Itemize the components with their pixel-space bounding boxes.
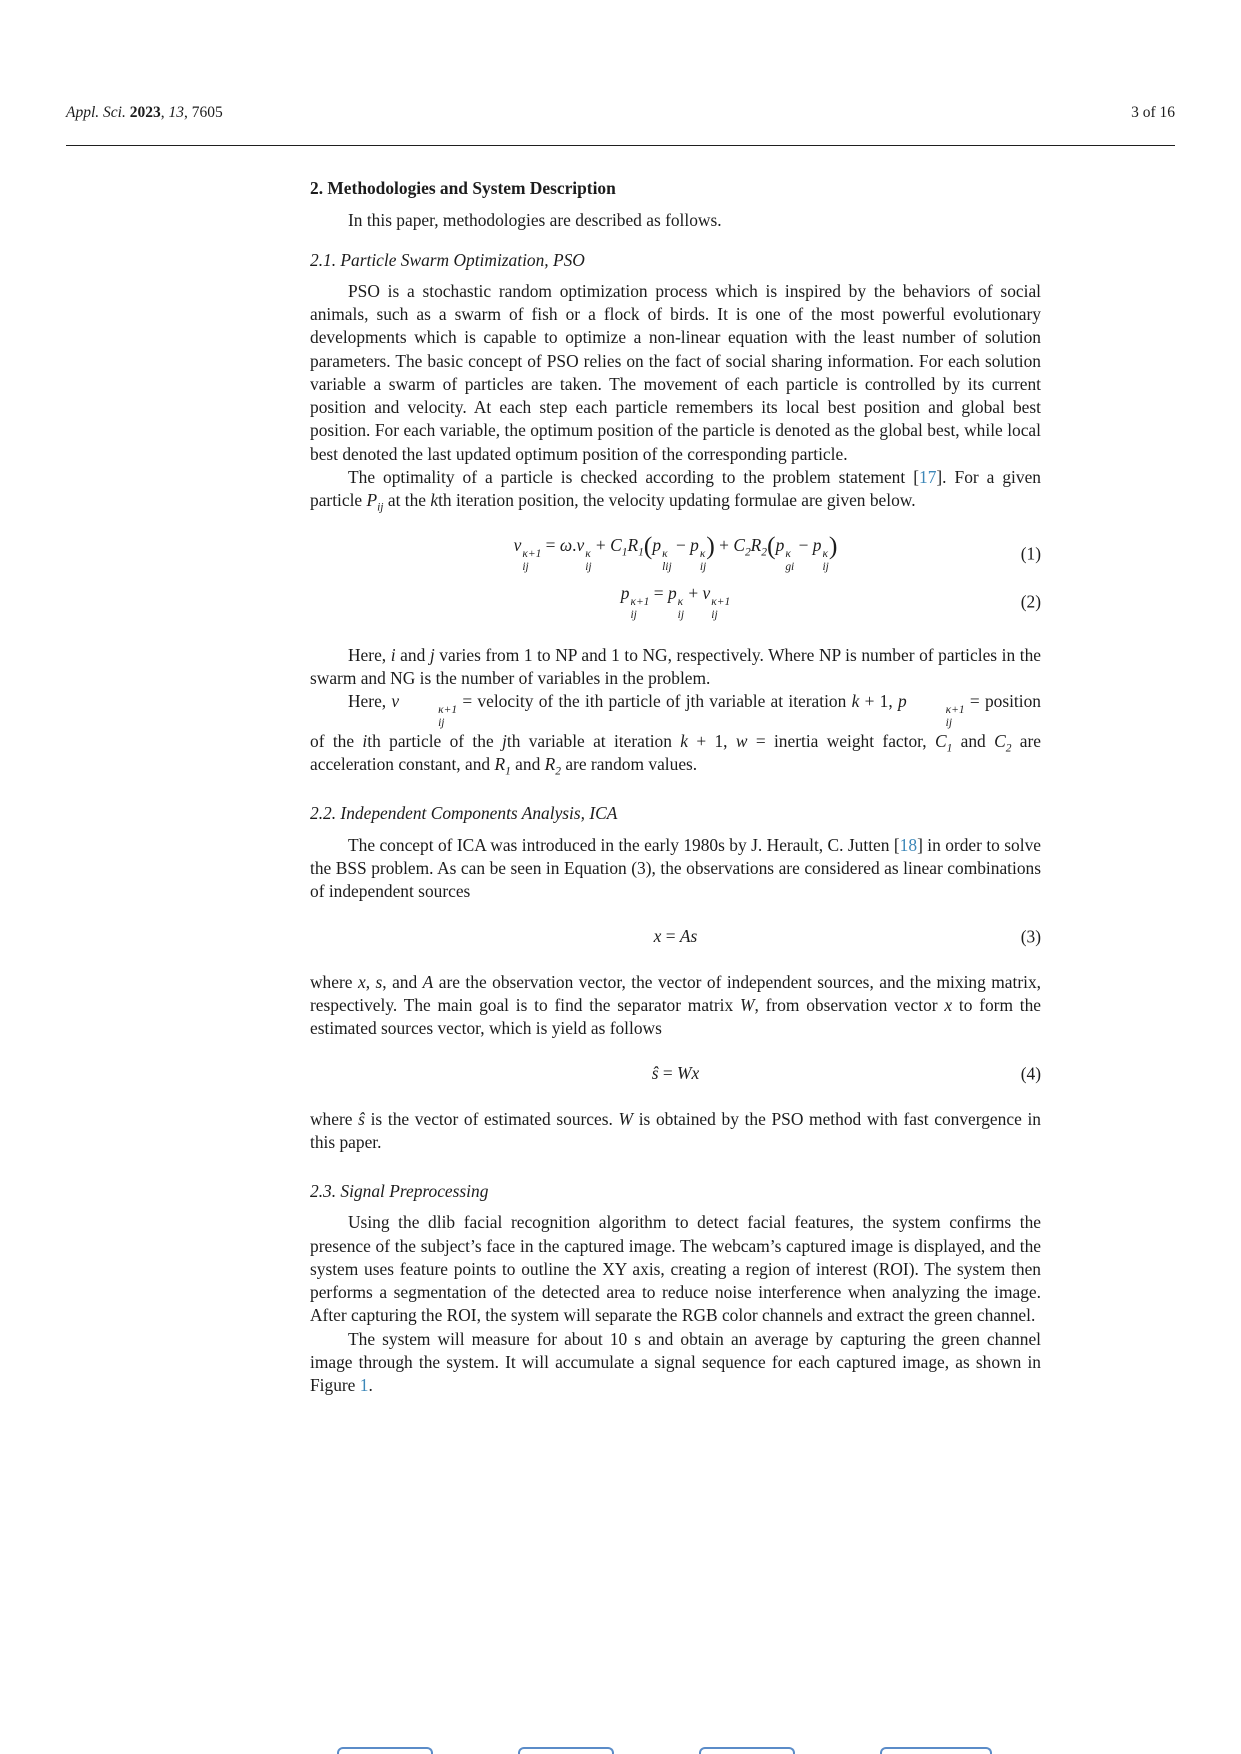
figure-fragment-box: [518, 1747, 614, 1754]
equation-3-number: (3): [1020, 926, 1041, 947]
equation-2: [310, 582, 1041, 622]
paragraph-variable-definitions: Here, v κ+1 ij = velocity of the ith particle of jth variable at iteration k + 1, p κ+1 ij = position of the ith particle of the jth variable at iteration k + 1, w = inertia weight factor, $C_1$ and $C_2$ are acceleration constant, and $R_1$ and $R_2$ are random values.: [310, 691, 1042, 778]
subsection-heading-ica: 2.2. Independent Components Analysis, ICA: [310, 803, 618, 824]
equation-3-body: x = As: [653, 926, 698, 947]
equation-1: [310, 531, 1041, 574]
equation-3: [310, 925, 1041, 948]
section-heading-methodologies: 2. Methodologies and System Description: [310, 178, 616, 198]
equation-2-body: p κ+1 ij = p κ ij + v κ+1 ij: [620, 582, 731, 621]
subsection-heading-pso: 2.1. Particle Swarm Optimization, PSO: [310, 249, 585, 270]
paragraph-mixing-matrix: where x, s, and A are the observation vector, the vector of independent sources, and the mixing matrix, respectively. The main goal is to find the separator matrix W, from observation vector x to form the estimated sources vector, which is yield as follows: [310, 971, 1041, 1039]
paragraph-preprocessing: Using the dlib facial recognition algorithm to detect facial features, the system confirms the presence of the subject’s face in the captured image. The webcam’s captured image is displayed, and the system uses feature points to outline the XY axis, creating a region of interest (ROI). The system then performs a segmentation of the detected area to reduce noise interference when analyzing the image. After capturing the ROI, the system will separate the RGB color channels and extract the green channel.: [310, 1212, 1041, 1326]
running-head: [66, 103, 1175, 123]
paragraph-pso-overview: PSO is a stochastic random optimization process which is inspired by the behaviors of social animals, such as a swarm of fish or a flock of birds. It is one of the most powerful evolutionary developments which is capable to optimize a non-linear equation with the least number of solution parameters. The basic concept of PSO relies on the fact of social sharing information. For each solution variable a swarm of particles are taken. The movement of each particle is controlled by its current position and velocity. At each step each particle remembers its local best position and global best position. For each variable, the optimum position of the particle is denoted as the global best, while local best denoted the last updated optimum position of the corresponding particle.: [310, 280, 1041, 464]
figure-fragment-box: [337, 1747, 433, 1754]
paragraph-intro: In this paper, methodologies are described as follows.: [348, 210, 722, 231]
equation-2-number: (2): [1020, 591, 1041, 612]
figure-fragment-box: [880, 1747, 992, 1754]
citation-link-17[interactable]: 17: [919, 466, 937, 487]
figure-1-link[interactable]: 1: [359, 1375, 369, 1396]
journal-citation: Appl. Sci. 2023, 13, 7605: [66, 104, 223, 121]
subsection-heading-signal-preprocessing: 2.3. Signal Preprocessing: [310, 1181, 489, 1202]
content-column: [310, 177, 1041, 1397]
paragraph-estimated-sources: where ŝ is the vector of estimated sources. W is obtained by the PSO method with fast convergence in this paper.: [310, 1108, 1041, 1152]
page-number: 3 of 16: [1131, 104, 1175, 121]
paragraph-ica-intro: The concept of ICA was introduced in the early 1980s by J. Herault, C. Jutten [18] in order to solve the BSS problem. As can be seen in Equation (3), the observations are considered as linear combinations of independent sources: [310, 834, 1041, 902]
paragraph-measurement: The system will measure for about 10 s and obtain an average by capturing the green channel image through the system. It will accumulate a signal sequence for each captured image, as shown in Figure 1.: [310, 1328, 1041, 1396]
figure-fragment-box: [699, 1747, 795, 1754]
citation-link-18[interactable]: 18: [899, 834, 918, 855]
paragraph-np-ng: Here, i and j varies from 1 to NP and 1 to NG, respectively. Where NP is number of particles in the swarm and NG is the number of variables in the problem.: [310, 644, 1042, 688]
equation-1-number: (1): [1020, 543, 1041, 564]
equation-4-number: (4): [1020, 1063, 1041, 1084]
equation-4-body: ŝ = Wx: [651, 1063, 700, 1084]
paragraph-pso-optimality: The optimality of a particle is checked according to the problem statement [17]. For a given particle $P_{ij}$ at the kth iteration position, the velocity updating formulae are given below.: [310, 466, 1042, 514]
header-rule: [66, 145, 1175, 146]
equation-1-body: v κ+1 ij = ω.v κ ij + $C_1R_1(p$ κ lij − p κ ij ) + $C_2R_2(p$ κ gi − p κ ij ): [513, 531, 838, 574]
equation-4: [310, 1062, 1041, 1085]
